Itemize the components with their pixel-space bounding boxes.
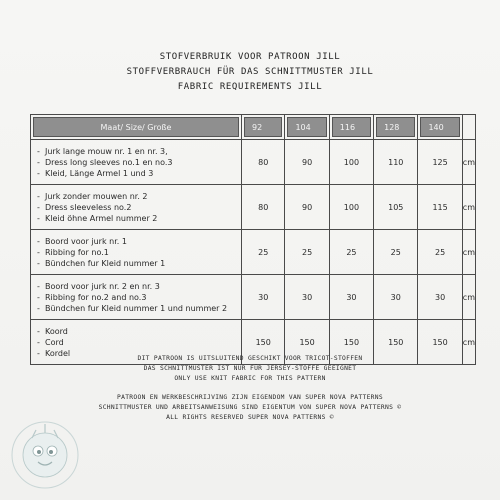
- notes-spacer: [0, 384, 500, 393]
- size-header-116: 116: [329, 115, 373, 140]
- size-header-label: Maat/ Size/ Große: [31, 115, 242, 140]
- row-line: - Bündchen fur Kleid nummer 1: [37, 258, 237, 269]
- table-cell: 90: [285, 140, 329, 185]
- table-cell: 30: [418, 275, 462, 320]
- knit-note-german: DAS SCHNITTMUSTER IST NUR FÜR JERSEY-STOFFE GEEIGNET: [143, 365, 357, 372]
- title-dutch: STOFVERBRUIK VOOR PATROON JILL: [159, 52, 341, 62]
- table-cell: 25: [418, 230, 462, 275]
- fabric-requirements-table: [30, 114, 476, 365]
- table-cell: 100: [329, 140, 373, 185]
- table-cell: 80: [241, 140, 284, 185]
- table-cell: 30: [285, 275, 329, 320]
- unit-cell: cm: [462, 140, 475, 185]
- table-cell: 150: [374, 320, 418, 365]
- row-line: - Kordel: [37, 348, 237, 359]
- row-line: - Dress long sleeves no.1 en no.3: [37, 157, 237, 168]
- row-line: - Boord voor jurk nr. 2 en nr. 3: [37, 281, 237, 292]
- size-header-128: 128: [374, 115, 418, 140]
- unit-cell: cm: [462, 185, 475, 230]
- table-cell: 30: [241, 275, 284, 320]
- shop-watermark-logo: [8, 418, 82, 492]
- table-cell: 25: [241, 230, 284, 275]
- row-line: - Kleid öhne Armel nummer 2: [37, 213, 237, 224]
- unit-cell: cm: [462, 230, 475, 275]
- table-cell: 150: [418, 320, 462, 365]
- rights-note-dutch: PATROON EN WERKBESCHRIJVING ZIJN EIGENDOM VAN SUPER NOVA PATTERNS: [117, 394, 383, 401]
- knit-note-dutch: DIT PATROON IS UITSLUITEND GESCHIKT VOOR TRICOT-STOFFEN: [137, 355, 363, 362]
- logo-face-icon: [23, 433, 67, 477]
- table-row: [31, 140, 476, 185]
- size-header-140: 140: [418, 115, 462, 140]
- table-row: [31, 230, 476, 275]
- table-cell: 30: [329, 275, 373, 320]
- table-cell: 150: [329, 320, 373, 365]
- row-line: - Cord: [37, 337, 237, 348]
- table-cell: 150: [285, 320, 329, 365]
- notes-block: [0, 354, 500, 423]
- row-line: - Bündchen fur Kleid nummer 1 und nummer 2: [37, 303, 237, 314]
- title-english: FABRIC REQUIREMENTS JILL: [177, 82, 323, 92]
- table-cell: 150: [241, 320, 284, 365]
- unit-cell: cm: [462, 275, 475, 320]
- table-cell: 100: [329, 185, 373, 230]
- table-row: [31, 185, 476, 230]
- row-description: [31, 230, 242, 275]
- table-cell: 30: [374, 275, 418, 320]
- table-cell: 25: [374, 230, 418, 275]
- row-description: [31, 140, 242, 185]
- table-cell: 105: [374, 185, 418, 230]
- size-header-104: 104: [285, 115, 329, 140]
- unit-cell: cm: [462, 320, 475, 365]
- row-description: [31, 275, 242, 320]
- row-line: - Jurk lange mouw nr. 1 en nr. 3,: [37, 146, 237, 157]
- row-line: - Jurk zonder mouwen nr. 2: [37, 191, 237, 202]
- row-line: - Boord voor jurk nr. 1: [37, 236, 237, 247]
- row-line: - Dress sleeveless no.2: [37, 202, 237, 213]
- rights-note-english: ALL RIGHTS RESERVED SUPER NOVA PATTERNS ©: [166, 414, 334, 421]
- table-cell: 25: [329, 230, 373, 275]
- table-row: [31, 275, 476, 320]
- size-header-92: 92: [241, 115, 284, 140]
- row-line: - Ribbing for no.1: [37, 247, 237, 258]
- row-description: [31, 185, 242, 230]
- table-cell: 110: [374, 140, 418, 185]
- row-line: - Koord: [37, 326, 237, 337]
- table-cell: 90: [285, 185, 329, 230]
- row-line: - Kleid, Länge Armel 1 und 3: [37, 168, 237, 179]
- knit-note-english: ONLY USE KNIT FABRIC FOR THIS PATTERN: [174, 375, 326, 382]
- table-cell: 25: [285, 230, 329, 275]
- unit-header: [462, 115, 475, 140]
- title-block: [0, 50, 500, 95]
- table-cell: 125: [418, 140, 462, 185]
- table-header-row: [31, 115, 476, 140]
- table-cell: 115: [418, 185, 462, 230]
- rights-note-german: SCHNITTMUSTER UND ARBEITSANWEISUNG SIND EIGENTUM VON SUPER NOVA PATTERNS ©: [98, 404, 402, 411]
- row-line: - Ribbing for no.2 and no.3: [37, 292, 237, 303]
- title-german: STOFFVERBRAUCH FÜR DAS SCHNITTMUSTER JILL: [126, 67, 374, 77]
- table-cell: 80: [241, 185, 284, 230]
